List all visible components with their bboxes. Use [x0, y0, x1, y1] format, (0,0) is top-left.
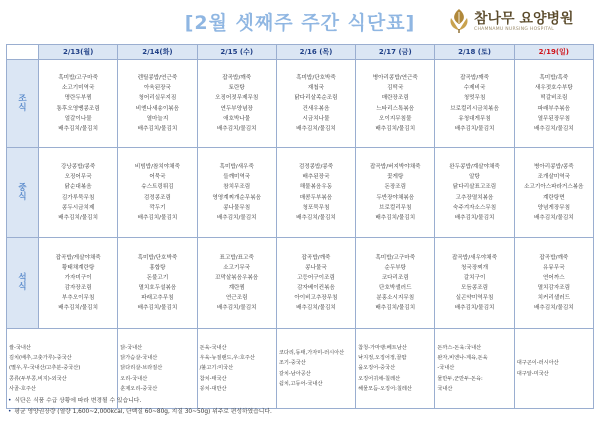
day-header-row: [7, 45, 594, 60]
menu-item: 배추김치/물김치: [216, 214, 257, 221]
menu-item: 콩나물국: [305, 264, 327, 271]
menu-item: 계란찜: [228, 285, 245, 291]
origin-line: (멸우,무-국내산/고추분-중국산): [9, 365, 81, 372]
menu-item: 슈스트링튀김: [141, 184, 174, 191]
corner-cell: [7, 45, 39, 60]
menu-item: 유청대게무침: [458, 115, 491, 122]
day-header: 2/13(월): [39, 45, 118, 60]
menu-item: 검정콩밥/콩죽: [298, 164, 334, 171]
origin-line: 갈치-남아공산: [278, 370, 311, 377]
menu-item: 어묵국: [149, 174, 166, 181]
menu-item: 닭다리살족순조림: [294, 95, 338, 102]
menu-item: 김가루묵무침: [61, 194, 95, 201]
meal-row: [7, 60, 594, 148]
menu-item: 건새우볶음: [302, 105, 330, 112]
origin-line: 완자,비엔나-계육,돈육: [437, 355, 488, 362]
origin-line: 해물모듬-오징어:칠레산: [358, 385, 412, 392]
menu-item: 배추김치/물김치: [58, 214, 98, 221]
logo-name: 참나무 요양병원: [474, 11, 574, 27]
menu-cell: [435, 148, 514, 238]
menu-cell: [356, 148, 435, 238]
menu-item: 파래고추무침: [141, 295, 174, 302]
menu-item: 검정콩조림: [143, 194, 171, 201]
meal-label-char: 조: [18, 93, 27, 104]
menu-item: 배추김치/물김치: [454, 214, 495, 221]
meal-label: [7, 60, 39, 148]
menu-item: 열마늘지: [146, 115, 169, 122]
meal-label: [7, 238, 39, 329]
meal-row: [7, 148, 594, 238]
menu-item: 명란두부찜: [64, 95, 92, 102]
origin-line: 쌀-국내산: [9, 344, 31, 351]
menu-item: 배추김치/물김치: [533, 214, 574, 221]
menu-item: 참치무조림: [223, 184, 251, 191]
menu-item: 배추김치/물김치: [137, 125, 178, 132]
menu-cell: [197, 148, 276, 238]
menu-item: 연근조림: [225, 295, 248, 302]
menu-item: 완두콩밥/계살야채죽: [449, 164, 500, 171]
menu-item: 표고밥/표고죽: [219, 254, 254, 261]
menu-item: 흑미밥/새우죽: [219, 164, 254, 171]
menu-item: 렌틸콩밥/연근죽: [137, 75, 178, 82]
menu-item: 가자미구이: [64, 274, 92, 281]
menu-item: 배추김치/물김치: [533, 125, 574, 132]
meal-label-char: 석: [18, 273, 27, 284]
note-text: 식단은 식품 수급 상황에 따라 변경될 수 있습니다.: [14, 398, 142, 404]
menu-cell: [514, 238, 593, 329]
day-header: 2/18 (토): [435, 45, 514, 60]
menu-item: 병아리콩밥/연근죽: [372, 75, 418, 82]
origin-line: 참치-태국산: [199, 375, 227, 382]
menu-item: 배추김치/물김치: [375, 305, 416, 312]
day-header: 2/17 (금): [356, 45, 435, 60]
menu-item: 잡곡밥/새우야채죽: [451, 254, 498, 261]
menu-item: 오징어젓무제무침: [215, 95, 259, 102]
menu-item: 아욱된장국: [143, 85, 171, 92]
menu-item: 닭다리살표고조림: [452, 184, 497, 191]
menu-item: 배추김치/물김치: [296, 214, 336, 221]
menu-item: 두반장야채볶음: [376, 194, 415, 201]
origin-line: 훈제오리-중국산: [120, 385, 158, 392]
menu-item: 배추김치/물김치: [137, 305, 178, 312]
menu-item: 잡곡밥/깨죽: [539, 254, 569, 261]
menu-item: 멸치호두설볶음: [138, 285, 177, 291]
menu-item: 매란장조림: [381, 95, 409, 102]
menu-item: 흑미밥/흑죽: [539, 75, 569, 82]
menu-item: 소고기무국: [223, 264, 251, 271]
menu-item: 강낭콩밥/콩죽: [60, 164, 96, 171]
menu-item: 새우젓호수부탕: [534, 85, 573, 92]
menu-item: 아이비고추장무침: [294, 295, 338, 302]
menu-item: 유뮤무국: [543, 264, 565, 271]
menu-item: 고추장멸치볶음: [455, 194, 494, 201]
day-header: 2/14(화): [118, 45, 197, 60]
menu-item: 배추김치/물김치: [216, 125, 257, 132]
menu-item: 비빔밥/참치야채죽: [134, 164, 180, 171]
origin-line: 물만두,군만두-돈육:: [437, 375, 483, 382]
menu-item: 해물볶음우동: [299, 184, 333, 191]
menu-item: 흑미밥/단호박죽: [296, 75, 336, 82]
menu-cell: [514, 148, 593, 238]
menu-item: 배추김치/물김치: [375, 214, 416, 221]
menu-item: 배추김치/물김치: [137, 214, 178, 221]
menu-cell: [276, 60, 355, 148]
menu-item: 애호박나물: [223, 115, 251, 122]
menu-item: 떡갈비조림: [540, 95, 568, 102]
origin-line: 콩류(두부콩,비지)-외국산: [9, 375, 67, 382]
menu-item: 잡곡밥/깨죽: [460, 75, 489, 82]
menu-item: 분홍소시지무침: [376, 295, 415, 302]
menu-item: 얼갈이나물: [64, 115, 92, 122]
menu-item: 닭순대볶음: [64, 184, 92, 191]
menu-item: 부추오이무침: [61, 295, 95, 302]
menu-cell: [39, 148, 118, 238]
menu-cell: [118, 60, 197, 148]
menu-item: 배추김치/물김치: [375, 125, 416, 132]
origin-line: 코다리,동태,가자미-러시아산: [278, 350, 345, 357]
menu-item: 배추김치/물김치: [296, 305, 336, 312]
menu-item: 잡곡밥/깨죽: [222, 75, 252, 82]
menu-cell: [118, 238, 197, 329]
menu-item: 청포묵무침: [302, 204, 330, 211]
menu-item: 배추김치/물김치: [216, 305, 257, 312]
menu-item: 배추김치/물김치: [58, 125, 98, 132]
menu-item: 계란탕면: [543, 194, 565, 201]
menu-item: 시금치나물: [302, 115, 330, 122]
note-text: 평균 영양권장량 (열량 1,600~2,000kcal, 단백질 60~80g, 지질 30~50g) 위주로 편성하였습니다.: [14, 409, 272, 415]
origin-line: 김치(배추,고춧가루)-중국산: [9, 355, 72, 362]
menu-item: 흑미밥/고구마죽: [58, 75, 98, 82]
origin-line: 대구곤이-러시아산: [516, 360, 559, 367]
bullet-icon: •: [8, 409, 12, 415]
menu-item: 청어리실무지짐: [138, 95, 177, 102]
origin-line: 사골-호주산: [9, 385, 36, 392]
menu-cell: [197, 238, 276, 329]
menu-cell: [356, 238, 435, 329]
menu-item: 콩나물무침: [223, 204, 251, 211]
menu-item: 꼬막살볶음우볶음: [215, 274, 259, 281]
origin-line: 돈육-국내산: [199, 344, 227, 351]
menu-cell: [435, 238, 514, 329]
origin-line: 닭가슴살-국내산: [120, 355, 158, 362]
meal-label-char: 식: [18, 191, 27, 202]
menu-item: 감자장조림: [64, 285, 92, 291]
meal-row: [7, 238, 594, 329]
menu-item: 비엔나새송이볶음: [135, 105, 180, 112]
menu-item: 느타리스톡볶음: [376, 105, 415, 112]
menu-item: 배추김치/물김치: [454, 125, 495, 132]
origin-line: 대구알-미국산: [516, 370, 549, 377]
menu-item: 브로컬리무침: [379, 204, 412, 211]
menu-item: 감자베이컨볶음: [297, 285, 335, 291]
menu-item: 실곤약미역무침: [455, 295, 494, 302]
note-line: [8, 396, 592, 407]
day-header: 2/16 (목): [276, 45, 355, 60]
menu-item: 들깨미역국: [223, 174, 251, 181]
hospital-logo: [448, 6, 596, 40]
menu-item: 배추된장국: [302, 174, 330, 181]
day-header: 2/15 (수): [197, 45, 276, 60]
acorn-leaf-icon: [448, 8, 470, 34]
menu-item: 양념게장무침: [537, 204, 571, 211]
menu-item: 매콤두부볶음: [299, 194, 333, 201]
menu-cell: [118, 148, 197, 238]
origin-line: 닭-국내산: [120, 344, 143, 351]
menu-item: 재첩국: [307, 85, 325, 92]
origin-line: 우육-뉴질랜드,우:호주산: [199, 355, 255, 362]
menu-item: 청멋무침: [463, 95, 486, 102]
menu-item: 연어까스: [543, 274, 565, 281]
menu-cell: [276, 148, 355, 238]
menu-item: 잡곡밥/게살야채죽: [55, 254, 101, 261]
meal-label: [7, 148, 39, 238]
menu-item: 고등어구이조림: [297, 274, 335, 281]
menu-item: 배추김치/물김치: [296, 125, 336, 132]
menu-item: 영영계찌개순무볶음: [212, 194, 262, 201]
menu-item: 치커리샐러드: [537, 295, 571, 302]
menu-item: 병아리콩밥/콩죽: [533, 164, 574, 171]
menu-cell: [39, 238, 118, 329]
menu-item: 모듬콩조림: [461, 285, 489, 291]
page-title: [2월 셋째주 주간 식단표]: [184, 12, 416, 34]
menu-item: 조개살미역국: [537, 174, 571, 181]
menu-item: 흑미밥/고구마죽: [375, 254, 416, 261]
menu-item: 배추김치/물김치: [533, 305, 574, 312]
weekly-menu-table: [6, 44, 594, 409]
origin-line: 낙지정,오징어정,꿀팝: [358, 355, 407, 362]
menu-item: 파래부추볶음: [537, 105, 571, 112]
menu-item: 소고기미역국: [61, 85, 95, 92]
menu-item: 돈장조림: [384, 184, 407, 191]
menu-item: 숙주겨자소스무침: [452, 204, 497, 211]
logo-subtitle: CHAMNAMU NURSING HOSPITAL: [474, 27, 555, 32]
meal-label-char: 식: [18, 282, 27, 292]
note-line: [8, 407, 592, 418]
origin-line: 오리-국내산: [120, 375, 148, 382]
menu-cell: [514, 60, 593, 148]
day-header-sunday: 2/19(일): [514, 45, 593, 60]
origin-line: 쉼치,고등어-국내산: [278, 380, 323, 387]
meal-label-char: 중: [18, 182, 27, 193]
menu-item: 소고기아스파라거스볶음: [524, 184, 584, 191]
origin-line: 을오징어-중국산: [358, 365, 396, 372]
menu-item: 깍두기: [149, 204, 166, 211]
menu-cell: [197, 60, 276, 148]
menu-item: 열무된장무침: [537, 115, 571, 122]
menu-item: 배추김치/물김치: [58, 305, 98, 312]
menu-item: 알탕: [469, 174, 480, 181]
origin-line: 국내산: [437, 385, 453, 392]
menu-item: 배추김치/물김치: [454, 305, 495, 312]
menu-cell: [435, 60, 514, 148]
menu-cell: [39, 60, 118, 148]
menu-item: 홍합탕: [149, 264, 166, 271]
header: [0, 0, 600, 44]
menu-item: 김떡국: [387, 85, 404, 92]
origin-line: 꽁치-대만산: [199, 385, 227, 392]
menu-cell: [276, 238, 355, 329]
menu-cell: [356, 60, 435, 148]
menu-item: 청국장찌개: [461, 264, 489, 271]
origin-line: 닭다리살-브라질산: [120, 365, 163, 372]
origin-line: 오징어귀채-칠레산: [358, 375, 401, 382]
menu-item: 멸치감자조림: [537, 285, 571, 291]
notes: [8, 396, 592, 418]
origin-line: -국내산: [437, 365, 455, 372]
menu-item: 연두부양념장: [220, 105, 253, 112]
menu-item: 토란탕: [228, 85, 245, 92]
menu-item: 잡곡밥/버지박야채죽: [370, 164, 421, 171]
menu-item: 황태채계란탕: [61, 264, 95, 271]
menu-item: 흑미밥/단호박죽: [137, 254, 178, 261]
menu-item: 오이지무침물: [379, 115, 412, 122]
menu-item: 갈치구이: [463, 274, 486, 281]
menu-item: 꽃게탕: [387, 174, 404, 181]
menu-item: 콩두시금치제: [61, 204, 95, 211]
menu-item: 수제비국: [463, 85, 486, 92]
menu-item: 단호박샐러드: [379, 285, 412, 291]
menu-item: 순두부탕: [384, 264, 407, 271]
menu-item: 코다리조림: [381, 274, 409, 281]
menu-item: 잡곡밥/깨죽: [301, 254, 331, 261]
origin-line: 참청-가마랭:베트남산: [358, 344, 407, 351]
menu-item: 오징어무국: [64, 174, 92, 181]
menu-item: 통후오영땡콩조림: [56, 105, 100, 112]
origin-line: /불고기:미국산: [199, 365, 234, 372]
origin-line: 돈까스-돈육:국내산: [437, 344, 482, 351]
meal-label-char: 식: [18, 102, 27, 113]
menu-item: 브로컬리시금치볶음: [450, 105, 499, 112]
origin-line: 조기-중국산: [278, 360, 306, 367]
menu-item: 돈불고기: [146, 274, 169, 281]
bullet-icon: •: [8, 398, 12, 404]
